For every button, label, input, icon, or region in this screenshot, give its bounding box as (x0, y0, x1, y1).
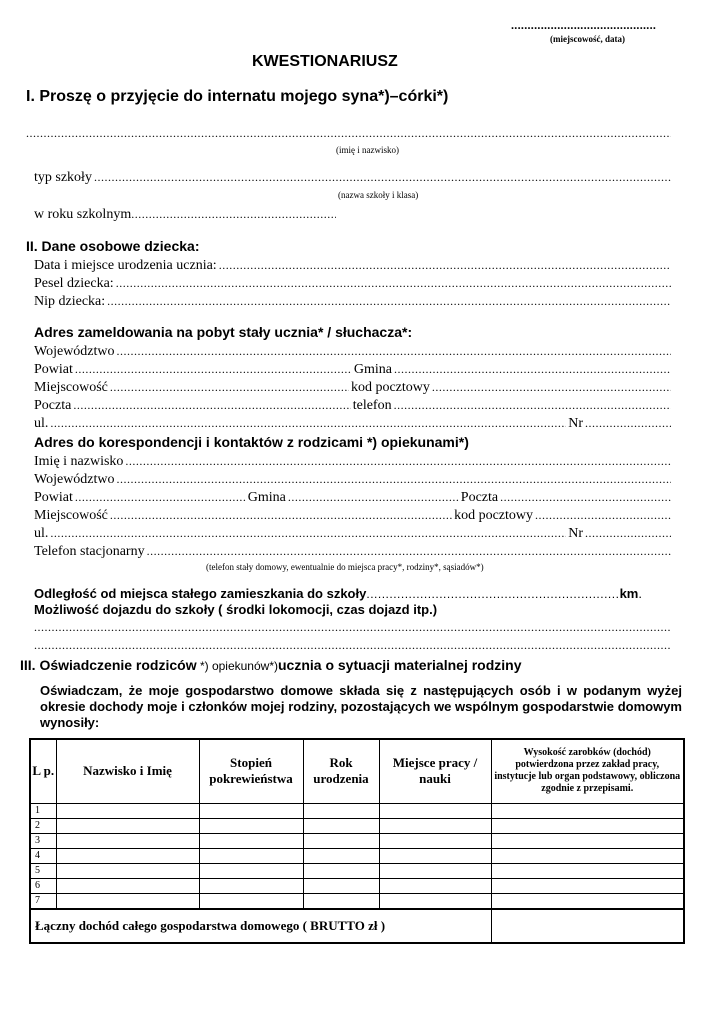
gmina-dots[interactable] (394, 362, 671, 377)
row-number: 2 (30, 818, 56, 833)
distance-dots (366, 587, 619, 601)
powiat-label: Powiat (34, 362, 73, 377)
name-dots (26, 126, 671, 141)
cell-income[interactable] (491, 893, 684, 909)
cell-income[interactable] (491, 863, 684, 878)
phone-label: Telefon stacjonarny (34, 544, 145, 559)
row-number: 7 (30, 893, 56, 909)
miejscowosc2-label: Miejscowość (34, 508, 108, 523)
total-label: Łączny dochód całego gospodarstwa domowego ( BRUTTO zł ) (30, 909, 491, 943)
imie-field[interactable] (34, 454, 671, 470)
cell-relation[interactable] (199, 863, 303, 878)
wojewodztwo2-label: Województwo (34, 472, 115, 487)
ul-dots[interactable] (50, 416, 566, 431)
birth-dots (219, 258, 670, 273)
cell-relation[interactable] (199, 848, 303, 863)
wojewodztwo-dots (117, 344, 671, 359)
poczta-label: Poczta (34, 398, 72, 413)
kod2-dots[interactable] (535, 508, 671, 523)
cell-workplace[interactable] (379, 818, 491, 833)
cell-workplace[interactable] (379, 893, 491, 909)
cell-relation[interactable] (199, 893, 303, 909)
kod2-label: kod pocztowy (454, 508, 533, 523)
imie-dots (125, 454, 671, 469)
school-year-label: w roku szkolnym (34, 207, 132, 222)
phone-dots (147, 544, 671, 559)
row-number: 5 (30, 863, 56, 878)
row-number: 1 (30, 803, 56, 818)
cell-birth-year[interactable] (303, 803, 379, 818)
school-year-field[interactable] (34, 207, 336, 223)
col-workplace: Miejsce pracy / nauki (379, 739, 491, 803)
col-birth-year: Rok urodzenia (303, 739, 379, 803)
birth-label: Data i miejsce urodzenia ucznia: (34, 258, 217, 273)
cell-name[interactable] (56, 878, 199, 893)
wojewodztwo-field[interactable] (34, 344, 671, 360)
row-number: 3 (30, 833, 56, 848)
poczta2-label: Poczta (460, 490, 499, 505)
miejscowosc-label: Miejscowość (34, 380, 108, 395)
school-type-dots (94, 170, 671, 185)
birth-field[interactable] (34, 258, 670, 274)
cell-income[interactable] (491, 803, 684, 818)
powiat2-label: Powiat (34, 490, 73, 505)
section-3-heading (20, 657, 522, 673)
section-2-heading: II. Dane osobowe dziecka: (26, 238, 200, 254)
cell-birth-year[interactable] (303, 848, 379, 863)
cell-relation[interactable] (199, 803, 303, 818)
school-year-dots (131, 207, 336, 222)
table-header-row (30, 739, 684, 803)
ul2-label: ul. (34, 526, 49, 541)
cell-relation[interactable] (199, 818, 303, 833)
nr2-label: Nr (568, 526, 583, 541)
col-relation: Stopień pokrewieństwa (199, 739, 303, 803)
cell-workplace[interactable] (379, 833, 491, 848)
commute-label: Możliwość dojazdu do szkoły ( środki lokomocji, czas dojazd itp.) (34, 602, 438, 617)
date-caption: (miejscowość, data) (550, 34, 625, 44)
corr-heading: Adres do korespondencji i kontaktów z rodzicami *) opiekunami*) (34, 434, 469, 450)
total-value-cell[interactable] (491, 909, 684, 943)
miejscowosc-kod-row (34, 380, 671, 396)
wojewodztwo-label: Województwo (34, 344, 115, 359)
table-row (30, 878, 684, 893)
declaration-text: Oświadczam, że moje gospodarstwo domowe składa się z następujących osób i w podanym wyżej okresie dochody moje i członków mojej rodziny, pozostających we wspólnym gospodarstwie domowym wynosiły: (40, 683, 682, 730)
ul2-row (34, 526, 671, 542)
ul-label: ul. (34, 416, 49, 431)
section-3-heading-part1: III. Oświadczenie rodziców (20, 657, 197, 673)
row-number: 4 (30, 848, 56, 863)
powiat-dots[interactable] (75, 362, 352, 377)
cell-birth-year[interactable] (303, 893, 379, 909)
table-row (30, 848, 684, 863)
cell-name[interactable] (56, 863, 199, 878)
telefon-label: telefon (352, 398, 392, 413)
gmina-label: Gmina (353, 362, 392, 377)
table-row (30, 833, 684, 848)
cell-name[interactable] (56, 848, 199, 863)
section-1-heading: I. Proszę o przyjęcie do internatu mojego syna*)–córki*) (26, 88, 449, 105)
col-lp: L p. (30, 739, 56, 803)
wojewodztwo2-field[interactable] (34, 472, 671, 488)
nip-field[interactable] (34, 294, 671, 310)
distance-label: Odległość od miejsca stałego zamieszkania do szkoły (34, 586, 367, 601)
col-name: Nazwisko i Imię (56, 739, 199, 803)
ul2-dots[interactable] (50, 526, 566, 541)
household-table (29, 738, 685, 944)
nr-label: Nr (568, 416, 583, 431)
cell-name[interactable] (56, 803, 199, 818)
nip-dots (107, 294, 671, 309)
distance-unit: km (619, 586, 639, 601)
page-title: KWESTIONARIUSZ (252, 53, 398, 70)
poczta-telefon-row (34, 398, 671, 414)
row-number: 6 (30, 878, 56, 893)
commute-dots-1 (34, 620, 670, 635)
name-caption: (imię i nazwisko) (336, 145, 399, 155)
total-row (30, 909, 684, 943)
distance-end: . (638, 586, 642, 601)
school-caption: (nazwa szkoły i klasa) (338, 190, 419, 200)
commute-line-1[interactable] (34, 620, 670, 635)
nr-dots[interactable] (585, 416, 671, 431)
cell-workplace[interactable] (379, 803, 491, 818)
cell-birth-year[interactable] (303, 863, 379, 878)
cell-birth-year[interactable] (303, 878, 379, 893)
cell-income[interactable] (491, 848, 684, 863)
cell-income[interactable] (491, 818, 684, 833)
table-row (30, 803, 684, 818)
poczta2-dots[interactable] (500, 490, 671, 505)
cell-workplace[interactable] (379, 848, 491, 863)
cell-income[interactable] (491, 878, 684, 893)
poczta-dots[interactable] (73, 398, 350, 413)
cell-relation[interactable] (199, 833, 303, 848)
section-3-heading-part2: *) opiekunów*) (196, 659, 278, 673)
powiat-gmina-row (34, 362, 671, 378)
pesel-dots (116, 276, 671, 291)
distance-field[interactable] (34, 586, 642, 601)
cell-birth-year[interactable] (303, 818, 379, 833)
powiat2-dots[interactable] (75, 490, 246, 505)
cell-income[interactable] (491, 833, 684, 848)
phone-caption: (telefon stały domowy, ewentualnie do miejsca pracy*, rodziny*, sąsiadów*) (206, 562, 484, 572)
nr2-dots[interactable] (585, 526, 671, 541)
address-heading: Adres zameldowania na pobyt stały ucznia* / słuchacza*: (34, 324, 413, 340)
kod-label: kod pocztowy (350, 380, 430, 395)
section-3-heading-part3: ucznia o sytuacji materialnej rodziny (277, 657, 522, 673)
imie-label: Imię i nazwisko (34, 454, 124, 469)
wojewodztwo2-dots (117, 472, 671, 487)
cell-workplace[interactable] (379, 863, 491, 878)
pesel-field[interactable] (34, 276, 671, 292)
pesel-label: Pesel dziecka: (34, 276, 114, 291)
cell-name[interactable] (56, 818, 199, 833)
commute-line-2[interactable] (34, 638, 670, 653)
name-field[interactable] (26, 126, 671, 141)
cell-name[interactable] (56, 833, 199, 848)
cell-relation[interactable] (199, 878, 303, 893)
table-row (30, 818, 684, 833)
school-type-label: typ szkoły (34, 170, 92, 185)
date-line[interactable]: ............................................ (511, 18, 657, 32)
ul-nr-row (34, 416, 671, 432)
cell-name[interactable] (56, 893, 199, 909)
table-row (30, 893, 684, 909)
kod-dots[interactable] (432, 380, 671, 395)
telefon-dots[interactable] (394, 398, 671, 413)
col-income: Wysokość zarobków (dochód) potwierdzona przez zakład pracy, instytucje lub organ podstawowy, obliczona zgodnie z przepisami. (491, 739, 684, 803)
school-type-field[interactable] (34, 170, 671, 186)
nip-label: Nip dziecka: (34, 294, 106, 309)
cell-workplace[interactable] (379, 878, 491, 893)
miejscowosc2-row (34, 508, 671, 524)
gmina2-label: Gmina (247, 490, 286, 505)
cell-birth-year[interactable] (303, 833, 379, 848)
gmina2-dots[interactable] (288, 490, 459, 505)
miejscowosc2-dots[interactable] (110, 508, 452, 523)
powiat2-row (34, 490, 671, 506)
table-row (30, 863, 684, 878)
phone-field[interactable] (34, 544, 671, 560)
commute-dots-2 (34, 638, 670, 653)
miejscowosc-dots[interactable] (110, 380, 349, 395)
